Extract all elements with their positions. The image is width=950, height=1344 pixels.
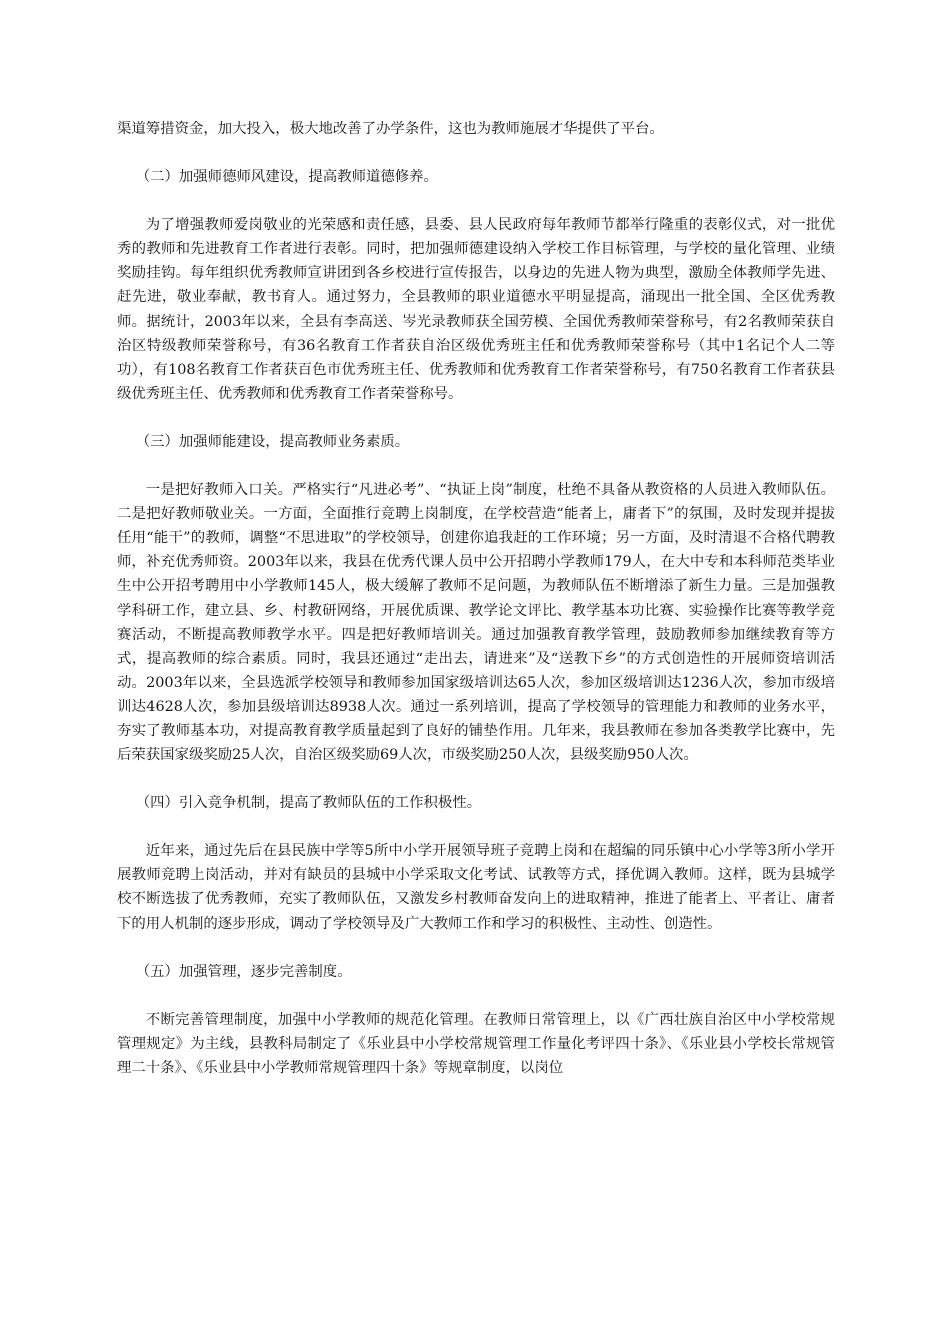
document-body	[117, 117, 835, 1080]
paragraph-intro-continuation: 渠道筹措资金，加大投入，极大地改善了办学条件，这也为教师施展才华提供了平台。	[117, 121, 664, 137]
paragraph-teacher-ethics: 为了增强教师爱岗敬业的光荣感和责任感，县委、县人民政府每年教师节都举行隆重的表彰仪式，对一批优秀的教师和先进教育工作者进行表彰。同时，把加强师德建设纳入学校工作目标管理，与学校的量化管理、业绩奖励挂钩。每年组织优秀教师宣讲团到各乡校进行宣传报告，以身边的先进人物为典型，激励全体教师学先进、赶先进，敬业奉献，教书育人。通过努力，全县教师的职业道德水平明显提高，涌现出一批全国、全区优秀教师。据统计，2003年以来，全县有李高送、岑光录教师获全国劳模、全国优秀教师荣誉称号，有2名教师荣获自治区特级教师荣誉称号，有36名教育工作者获自治区级优秀班主任和优秀教师荣誉称号（其中1名记个人二等功），有108名教育工作者获百色市优秀班主任、优秀教师和优秀教育工作者荣誉称号，有750名教育工作者获县级优秀班主任、优秀教师和优秀教育工作者荣誉称号。	[117, 217, 835, 402]
spacer	[117, 406, 835, 430]
section-heading-4: （四）引入竞争机制，提高了教师队伍的工作积极性。	[135, 795, 482, 812]
paragraph-management-system: 不断完善管理制度，加强中小学教师的规范化管理。在教师日常管理上，以《广西壮族自治区中小学校常规管理规定》为主线，县教科局制定了《乐业县中小学校常规管理工作量化考评四十条》、《乐业县小学校长常规管理二十条》、《乐业县中小学教师常规管理四十条》等规章制度，以岗位	[117, 1011, 835, 1076]
paragraph-competition-mechanism: 近年来，通过先后在县民族中学等5所中小学开展领导班子竞聘上岗和在超编的同乐镇中心小学等3所小学开展教师竞聘上岗活动，并对有缺员的县城中小学采取文化考试、试教等方式，择优调入教师。这样，既为县城学校不断选拔了优秀教师，充实了教师队伍，又激发乡村教师奋发向上的进取精神，推进了能者上、平者让、庸者下的用人机制的逐步形成，调动了学校领导及广大教师工作和学习的积极性、主动性、创造性。	[117, 843, 835, 932]
paragraph-teacher-ability: 一是把好教师入口关。严格实行“凡进必考”、“执证上岗”制度，杜绝不具备从教资格的人员进入教师队伍。二是把好教师敬业关。一方面，全面推行竞聘上岗制度，在学校营造“能者上，庸者下”的氛围，及时发现并提拔任用“能干”的教师，调整“不思进取”的学校领导，创建你追我赶的工作环境；另一方面，及时清退不合格代聘教师，补充优秀师资。2003年以来，我县在优秀代课人员中公开招聘小学教师179人，在大中专和本科师范类毕业生中公开招考聘用中小学教师145人，极大缓解了教师不足问题，为教师队伍不断增添了新生力量。三是加强教学科研工作，建立县、乡、村教研网络，开展优质课、教学论文评比、教学基本功比赛、实验操作比赛等教学竞赛活动，不断提高教师教学水平。四是把好教师培训关。通过加强教育教学管理，鼓励教师参加继续教育等方式，提高教师的综合素质。同时，我县还通过“走出去，请进来”及“送教下乡”的方式创造性的开展师资培训活动。2003年以来，全县选派学校领导和教师参加国家级培训达65人次，参加区级培训达1236人次，参加市级培训达4628人次，参加县级培训达8938人次。通过一系列培训，提高了学校领导的管理能力和教师的业务水平，夯实了教师基本功，对提高教育教学质量起到了良好的铺垫作用。几年来，我县教师在参加各类教学比赛中，先后荣获国家级奖励25人次，自治区级奖励69人次，市级奖励250人次，县级奖励950人次。	[117, 482, 835, 764]
spacer	[117, 767, 835, 791]
spacer	[117, 815, 835, 839]
spacer	[117, 141, 835, 165]
spacer	[117, 936, 835, 960]
spacer	[117, 984, 835, 1008]
section-heading-5: （五）加强管理，逐步完善制度。	[135, 963, 352, 980]
spacer	[117, 454, 835, 478]
spacer	[117, 189, 835, 213]
section-heading-2: （二）加强师德师风建设，提高教师道德修养。	[135, 169, 438, 186]
section-heading-3: （三）加强师能建设，提高教师业务素质。	[135, 433, 410, 450]
